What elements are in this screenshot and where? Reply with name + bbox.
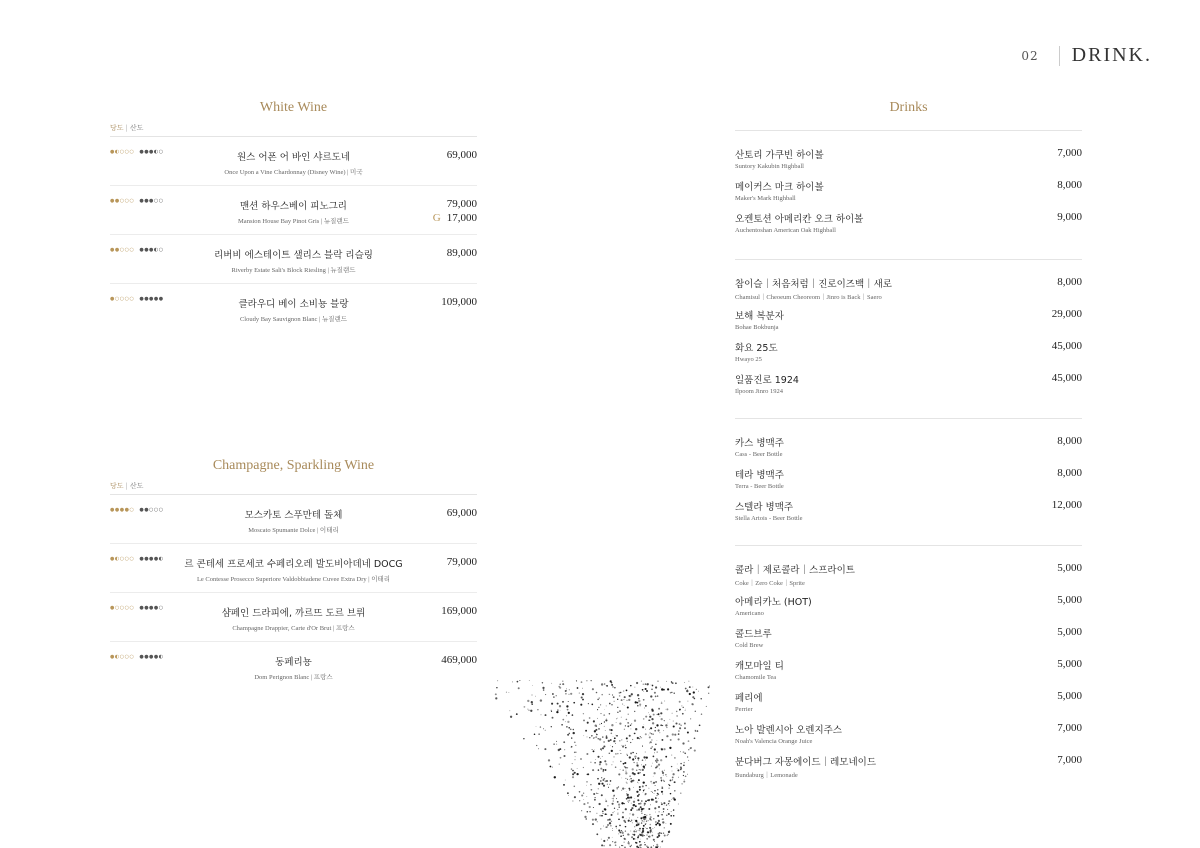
drink-subtitle: Perrier	[735, 706, 753, 713]
drink-price: 7,000	[1057, 147, 1082, 159]
drink-name: 콜라｜제로콜라｜스프라이트	[735, 565, 855, 576]
drink-subtitle: Terra - Beer Bottle	[735, 483, 784, 490]
drink-name: 아메리카노 (HOT)	[735, 597, 812, 608]
legend-sweet: 당도	[110, 124, 124, 132]
wine-name: 르 콘테세 프로세코 수페리오레 발도비아데네 DOCG	[184, 559, 403, 570]
white-wine-title: White Wine	[259, 100, 328, 115]
wine-name: 맨션 하우스베이 피노그리	[240, 201, 347, 212]
drink-subtitle: Suntory Kakubin Highball	[735, 163, 804, 170]
wine-row	[110, 137, 477, 186]
drink-subtitle: Bundaburg｜Lemonade	[735, 772, 798, 779]
drink-name: 산토리 가쿠빈 하이볼	[735, 150, 824, 161]
champagne-list	[110, 495, 477, 690]
glass-price-value: 17,000	[446, 212, 477, 224]
drink-item	[735, 722, 1082, 754]
drink-price: 9,000	[1057, 211, 1082, 223]
drink-item	[735, 658, 1082, 690]
wine-price: 79,000	[446, 556, 477, 568]
wine-price: 89,000	[446, 247, 477, 259]
drink-price: 45,000	[1051, 372, 1082, 384]
drink-name: 보해 복분자	[735, 311, 784, 322]
drink-item	[735, 340, 1082, 372]
wine-price: 469,000	[441, 654, 477, 666]
drink-price: 8,000	[1057, 435, 1082, 447]
drinks-section	[735, 100, 1082, 786]
drink-subtitle: Ilpoom Jinro 1924	[735, 388, 784, 395]
drink-item	[735, 435, 1082, 467]
wine-price: 109,000	[441, 296, 477, 308]
drink-name: 분다버그 자몽에이드｜레모네이드	[735, 757, 876, 768]
wine-name: 샴페인 드라피에, 까르뜨 도르 브뤼	[221, 608, 366, 619]
sweetness-dots: ●◐○○○	[110, 149, 135, 155]
drink-item	[735, 308, 1082, 340]
wine-name: 리버비 에스테이트 샐리스 블락 리슬링	[214, 250, 373, 261]
drink-name: 테라 병맥주	[735, 470, 784, 481]
drink-item	[735, 179, 1082, 211]
drink-subtitle: Cass - Beer Bottle	[735, 451, 783, 458]
drink-item	[735, 562, 1082, 594]
wine-price: 169,000	[441, 605, 477, 617]
wine-row	[110, 495, 477, 544]
drink-item	[735, 467, 1082, 499]
drink-item	[735, 626, 1082, 658]
drink-subtitle: Hwayo 25	[735, 356, 762, 363]
drink-subtitle: Chamomile Tea	[735, 674, 777, 681]
drink-item	[735, 372, 1082, 404]
drink-price: 8,000	[1057, 276, 1082, 288]
wine-price: 69,000	[446, 507, 477, 519]
drink-name: 일품진로 1924	[735, 375, 799, 386]
wine-name: 클라우디 베이 소비뇽 블랑	[238, 299, 349, 310]
wine-row	[110, 186, 477, 235]
drinks-group-beer	[735, 418, 1082, 537]
wine-name: 모스카토 스푸만테 돌체	[244, 510, 343, 521]
sweetness-dots: ●●○○○	[110, 198, 135, 204]
drink-price: 5,000	[1057, 594, 1082, 606]
wine-subtitle: Dom Perignon Blanc | 프랑스	[254, 674, 333, 681]
drink-price: 8,000	[1057, 179, 1082, 191]
wine-subtitle: Once Upon a Vine Chardonnay (Disney Wine) | 미국	[224, 169, 363, 176]
drink-item	[735, 754, 1082, 786]
legend-acid: 산도	[129, 482, 144, 490]
drink-price: 5,000	[1057, 690, 1082, 702]
sweetness-dots: ●◐○○○	[110, 556, 135, 562]
decorative-speckle	[420, 680, 710, 848]
white-wine-section	[110, 100, 477, 332]
drink-price: 7,000	[1057, 722, 1082, 734]
drink-name: 메이커스 마크 하이볼	[735, 182, 824, 193]
drink-price: 8,000	[1057, 467, 1082, 479]
taste-legend: 당도 | 산도	[110, 124, 144, 132]
sweetness-dots: ●◐○○○	[110, 654, 135, 660]
drink-price: 45,000	[1051, 340, 1082, 352]
page-header	[1021, 44, 1152, 67]
drink-item	[735, 276, 1082, 308]
taste-legend: 당도 | 산도	[110, 482, 144, 490]
drinks-group-soju	[735, 259, 1082, 410]
drink-name: 스텔라 병맥주	[735, 502, 794, 513]
champagne-title: Champagne, Sparkling Wine	[212, 458, 375, 473]
drink-subtitle: Noah's Valencia Orange Juice	[735, 738, 813, 745]
acidity-dots: ●●●◐○	[139, 149, 164, 155]
drink-price: 5,000	[1057, 626, 1082, 638]
legend-acid: 산도	[129, 124, 144, 132]
drink-name: 카스 병맥주	[735, 438, 784, 449]
acidity-dots: ●●●●◐	[139, 654, 164, 660]
acidity-dots: ●●●●●	[139, 296, 164, 302]
drink-subtitle: Auchentoshan American Oak Highball	[735, 227, 836, 234]
drink-name: 오켄토션 아메리칸 오크 하이볼	[735, 214, 864, 225]
drink-price: 5,000	[1057, 658, 1082, 670]
drink-price: 29,000	[1051, 308, 1082, 320]
page-number: 02	[1021, 48, 1039, 63]
drink-item	[735, 147, 1082, 179]
drink-item	[735, 499, 1082, 531]
wine-name: 원스 어폰 어 바인 샤르도네	[236, 152, 351, 163]
acidity-dots: ●●●●◐	[139, 556, 164, 562]
drink-name: 화요 25도	[735, 343, 778, 354]
drink-item	[735, 594, 1082, 626]
acidity-dots: ●●○○○	[139, 507, 164, 513]
drink-subtitle: Coke｜Zero Coke｜Sprite	[735, 580, 805, 587]
drink-name: 페리에	[735, 693, 763, 704]
drink-name: 콜드브루	[735, 629, 772, 640]
drinks-group-soft	[735, 545, 1082, 786]
drink-item	[735, 690, 1082, 722]
wine-subtitle: Cloudy Bay Sauvignon Blanc | 뉴질랜드	[239, 316, 348, 323]
wine-subtitle: Moscato Spumante Dolce | 이태리	[248, 527, 339, 534]
acidity-dots: ●●●◐○	[139, 247, 164, 253]
wine-subtitle: Le Contesse Prosecco Superiore Valdobbiadene Cuvee Extra Dry | 이태리	[196, 576, 391, 583]
drink-name: 참이슬｜처음처럼｜진로이즈백｜새로	[735, 279, 892, 290]
drinks-title: Drinks	[889, 100, 928, 115]
sweetness-dots: ●●●●○	[110, 507, 135, 513]
drink-subtitle: Bohae Bokbunja	[735, 324, 779, 331]
drink-name: 캐모마일 티	[735, 661, 784, 672]
legend-sweet: 당도	[110, 482, 124, 490]
champagne-section	[110, 458, 477, 690]
wine-price: 69,000	[446, 149, 477, 161]
sweetness-dots: ●○○○○	[110, 605, 135, 611]
wine-row	[110, 593, 477, 642]
wine-subtitle: Riverby Estate Sali's Block Riesling | 뉴질랜드	[231, 267, 356, 274]
drinks-group-highball	[735, 130, 1082, 249]
wine-subtitle: Mansion House Bay Pinot Gris | 뉴질랜드	[238, 218, 349, 225]
glass-price	[433, 212, 477, 224]
wine-row	[110, 544, 477, 593]
wine-row	[110, 235, 477, 284]
sweetness-dots: ●●○○○	[110, 247, 135, 253]
drink-subtitle: Maker's Mark Highball	[735, 195, 796, 202]
drink-subtitle: Cold Brew	[735, 642, 764, 649]
wine-name: 동페리뇽	[275, 657, 312, 668]
acidity-dots: ●●●○○	[139, 198, 164, 204]
page-title: DRINK.	[1071, 44, 1152, 66]
wine-row	[110, 284, 477, 332]
wine-subtitle: Champagne Drappier, Carte d'Or Brut | 프랑스	[232, 625, 355, 632]
drink-price: 12,000	[1051, 499, 1082, 511]
white-wine-list	[110, 137, 477, 332]
drink-name: 노아 발렌시아 오렌지주스	[735, 725, 842, 736]
drink-item	[735, 211, 1082, 243]
header-divider	[1059, 46, 1060, 66]
drink-price: 7,000	[1057, 754, 1082, 766]
sweetness-dots: ●○○○○	[110, 296, 135, 302]
glass-label: G	[432, 212, 441, 224]
drink-price: 5,000	[1057, 562, 1082, 574]
wine-price: 79,000	[446, 198, 477, 210]
acidity-dots: ●●●●○	[139, 605, 164, 611]
drink-subtitle: Americano	[735, 610, 764, 617]
drink-subtitle: Stella Artois - Beer Bottle	[735, 515, 803, 522]
drink-subtitle: Chamisul｜Cheoeum Cheoreom｜Jinro is Back｜Saero	[735, 294, 882, 301]
